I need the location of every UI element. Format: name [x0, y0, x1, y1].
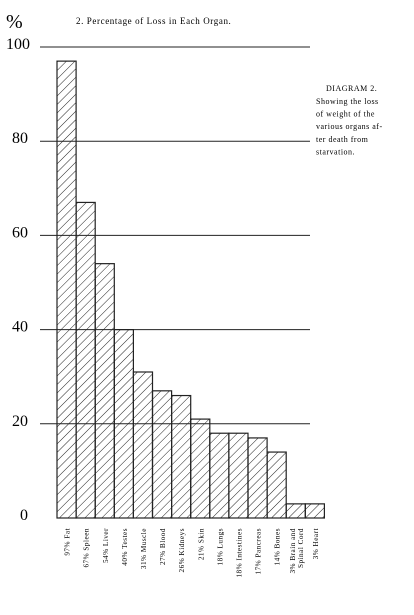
category-label-line: 27% Blood — [159, 528, 168, 566]
category-label-line: 26% Kidneys — [178, 528, 187, 573]
bar-10 — [248, 438, 267, 518]
bar-3 — [114, 330, 133, 518]
y-tick-label-40: 40 — [12, 318, 28, 336]
bar-4 — [133, 372, 152, 518]
bar-1 — [76, 202, 95, 518]
category-label-3 — [121, 528, 129, 566]
category-label-line: 17% Pancreas — [254, 528, 263, 575]
bar-0 — [57, 61, 76, 518]
category-labels — [64, 528, 320, 578]
category-label-line: 97% Fat — [63, 528, 72, 556]
category-label-10 — [255, 528, 263, 575]
y-tick-label-60: 60 — [12, 224, 28, 242]
category-label-5 — [159, 528, 167, 565]
category-label-line: 54% Liver — [101, 528, 110, 564]
y-tick-labels — [6, 36, 30, 524]
category-label-line: 31% Muscle — [139, 528, 148, 570]
category-label-4 — [140, 528, 148, 569]
category-label-line: 18% Intestines — [235, 528, 244, 578]
caption-line-3: ter death from — [316, 134, 369, 144]
chart-title: 2. Percentage of Loss in Each Organ. — [76, 16, 232, 26]
caption-heading: DIAGRAM 2. — [326, 84, 378, 93]
y-tick-label-100: 100 — [6, 36, 30, 53]
category-label-line: 40% Testes — [120, 528, 129, 566]
diagram-caption — [316, 84, 383, 156]
category-label-12 — [289, 528, 305, 574]
bar-7 — [191, 419, 210, 518]
caption-line-4: starvation. — [316, 147, 356, 157]
category-label-1 — [83, 528, 91, 568]
bar-5 — [153, 391, 172, 518]
category-label-7 — [197, 528, 205, 560]
category-label-11 — [274, 528, 282, 565]
category-label-line: 14% Bones — [273, 528, 282, 566]
category-label-line: 3% Heart — [311, 528, 320, 560]
category-label-line: 21% Skin — [197, 528, 206, 561]
bar-2 — [95, 264, 114, 518]
category-label-6 — [178, 528, 186, 572]
category-label-13 — [312, 528, 320, 559]
bar-12 — [286, 504, 305, 518]
bar-13 — [305, 504, 324, 518]
bars — [57, 61, 324, 518]
caption-line-2: various organs af- — [316, 122, 383, 132]
bar-8 — [210, 433, 229, 518]
y-tick-label-20: 20 — [12, 412, 28, 430]
y-tick-label-0: 0 — [20, 507, 28, 524]
caption-line-1: of weight of the — [316, 109, 375, 119]
bar-6 — [172, 396, 191, 518]
y-tick-label-80: 80 — [12, 130, 28, 148]
category-label-line: 67% Spleen — [82, 528, 91, 568]
category-label-0 — [64, 528, 72, 556]
category-label-2 — [102, 528, 110, 563]
category-label-line: 18% Lungs — [216, 528, 225, 566]
category-label-8 — [216, 528, 224, 565]
category-label-line: 3% Brain and — [288, 528, 297, 574]
percent-sign: % — [6, 11, 23, 33]
caption-line-0: Showing the loss — [316, 97, 379, 106]
category-label-line: Spinal Cord — [296, 528, 305, 569]
category-label-9 — [235, 528, 243, 578]
bar-9 — [229, 433, 248, 518]
bar-11 — [267, 452, 286, 518]
